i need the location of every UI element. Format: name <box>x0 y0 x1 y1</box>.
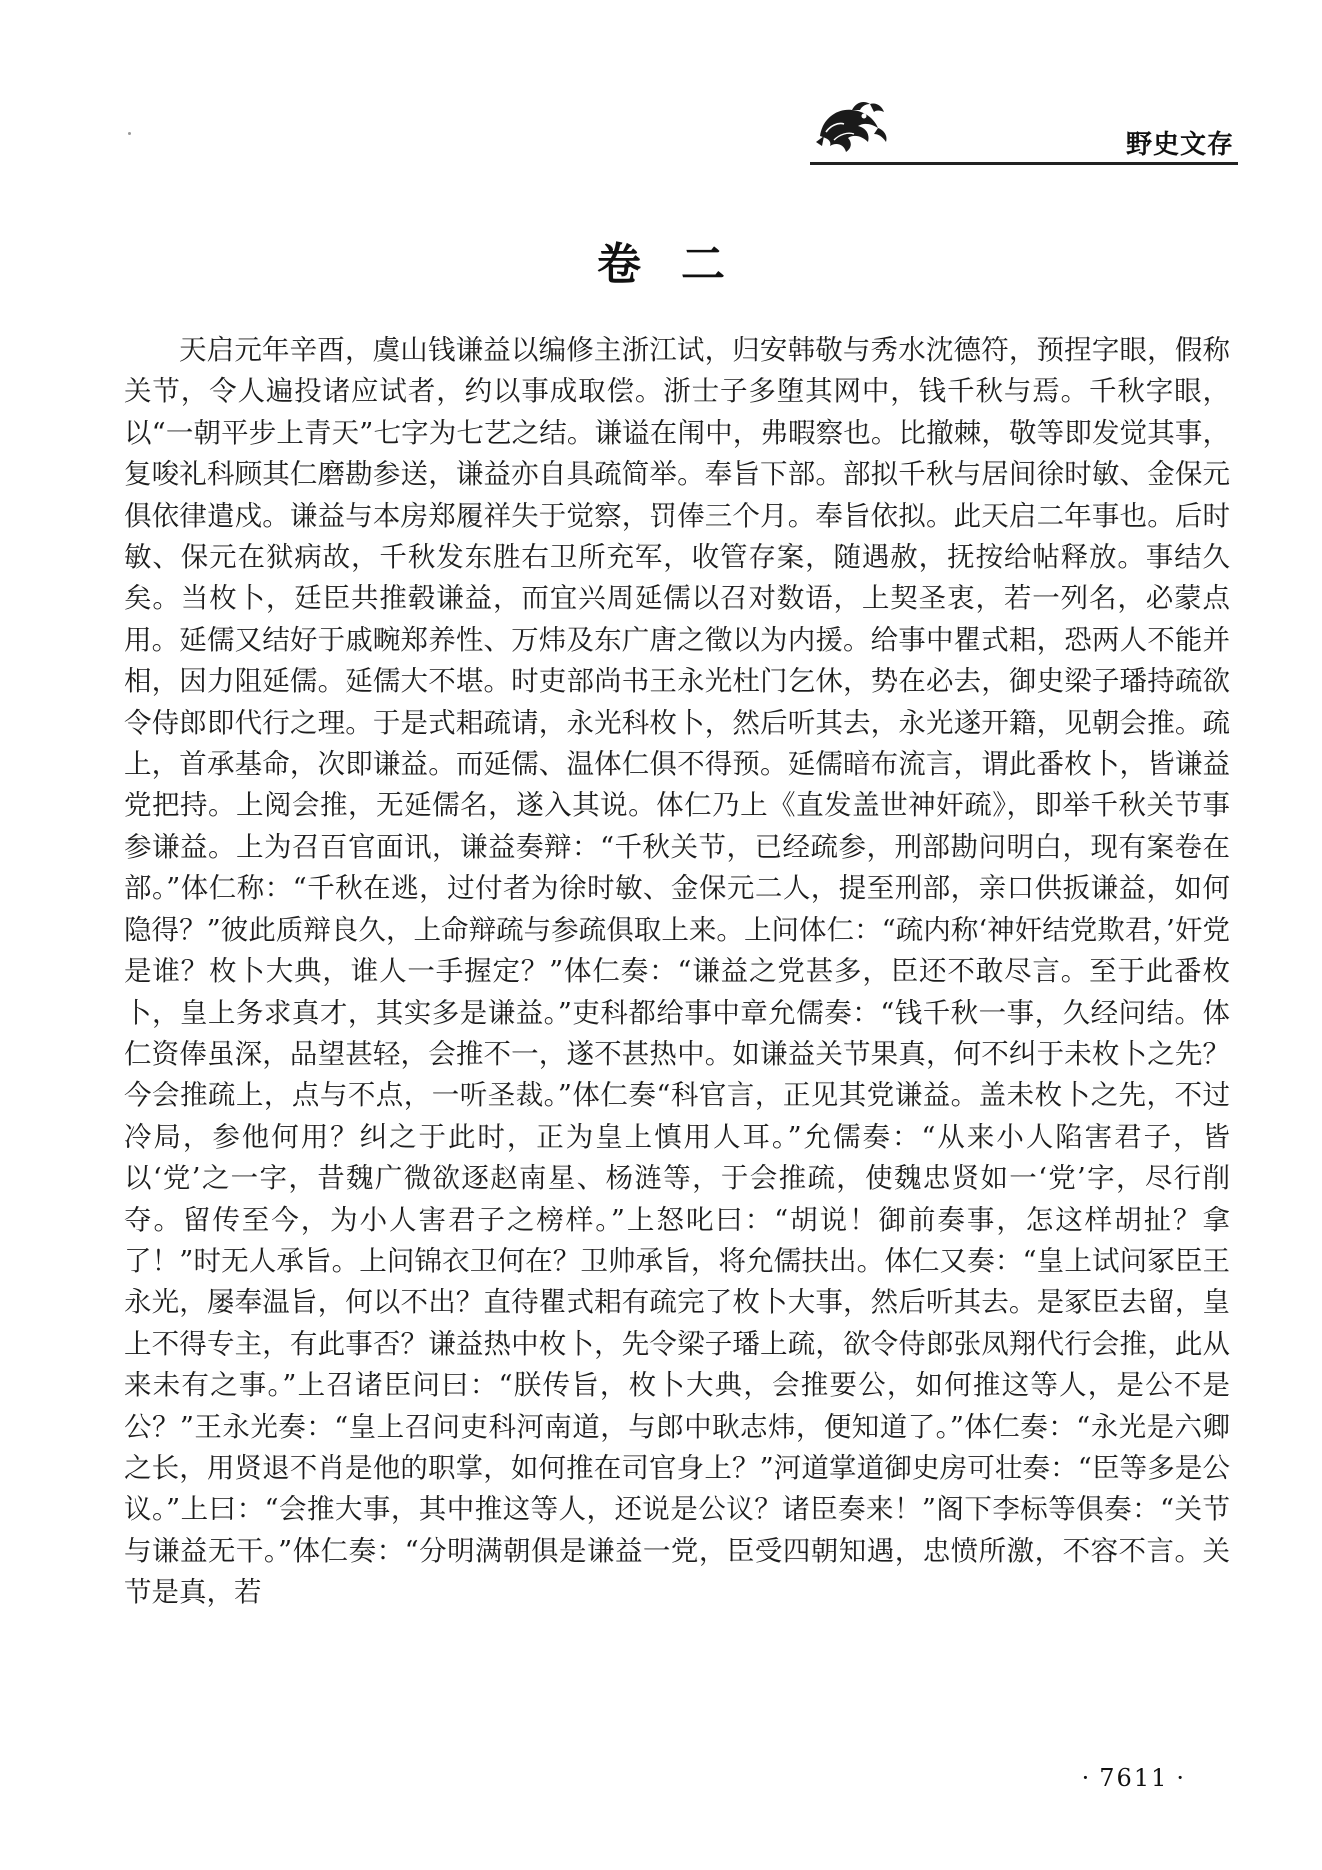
header-rule <box>810 162 1238 165</box>
dragon-emblem-icon <box>812 96 890 158</box>
header-title: 野史文存 <box>1125 130 1234 160</box>
body-paragraph: 天启元年辛酉，虞山钱谦益以编修主浙江试，归安韩敬与秀水沈德符，预捏字眼，假称关节，令人遍投诸应试者，约以事成取偿。浙士子多堕其网中，钱千秋与焉。千秋字眼，以“一朝平步上青天”七字为七艺之结。谦谥在闱中，弗暇察也。比撤棘，敬等即发觉其事，复唆礼科顾其仁磨勘参送，谦益亦自具疏简举。奉旨下部。部拟千秋与居间徐时敏、金保元俱依律遣戍。谦益与本房郑履祥失于觉察，罚俸三个月。奉旨依拟。此天启二年事也。后时敏、保元在狱病故，千秋发东胜右卫所充军，收管存案，随遇赦，抚按给帖释放。事结久矣。当枚卜，廷臣共推毂谦益，而宜兴周延儒以召对数语，上契圣衷，若一列名，必蒙点用。延儒又结好于戚畹郑养性、万炜及东广唐之徵以为内援。给事中瞿式耜，恐两人不能并相，因力阻延儒。延儒大不堪。时吏部尚书王永光杜门乞休，势在必去，御史梁子璠持疏欲令侍郎即代行之理。于是式耜疏请，永光科枚卜，然后听其去，永光遂开籍，见朝会推。疏上，首承基命，次即谦益。而延儒、温体仁俱不得预。延儒暗布流言，谓此番枚卜，皆谦益党把持。上阅会推，无延儒名，遂入其说。体仁乃上《直发盖世神奸疏》，即举千秋关节事参谦益。上为召百官面讯，谦益奏辩：“千秋关节，已经疏参，刑部勘问明白，现有案卷在部。”体仁称：“千秋在逃，过付者为徐时敏、金保元二人，提至刑部，亲口供扳谦益，如何隐得？”彼此质辩良久，上命辩疏与参疏俱取上来。上问体仁：“疏内称‘神奸结党欺君，’奸党是谁？枚卜大典，谁人一手握定？”体仁奏：“谦益之党甚多，臣还不敢尽言。至于此番枚卜，皇上务求真才，其实多是谦益。”吏科都给事中章允儒奏：“钱千秋一事，久经问结。体仁资俸虽深，品望甚轻，会推不一，遂不甚热中。如谦益关节果真，何不纠于未枚卜之先？今会推疏上，点与不点，一听圣裁。”体仁奏“科官言，正见其党谦益。盖未枚卜之先，不过冷局，参他何用？纠之于此时，正为皇上慎用人耳。”允儒奏：“从来小人陷害君子，皆以‘党’之一字，昔魏广微欲逐赵南星、杨涟等，于会推疏，使魏忠贤如一‘党’字，尽行削夺。留传至今，为小人害君子之榜样。”上怒叱曰：“胡说！御前奏事，怎这样胡扯？拿了！”时无人承旨。上问锦衣卫何在？卫帅承旨，将允儒扶出。体仁又奏：“皇上试问冢臣王永光，屡奉温旨，何以不出？直待瞿式耜有疏完了枚卜大事，然后听其去。是冢臣去留，皇上不得专主，有此事否？谦益热中枚卜，先令梁子璠上疏，欲令侍郎张凤翔代行会推，此从来未有之事。”上召诸臣问曰：“朕传旨，枚卜大典，会推要公，如何推这等人，是公不是公？”王永光奏：“皇上召问吏科河南道，与郎中耿志炜，便知道了。”体仁奏：“永光是六卿之长，用贤退不肖是他的职掌，如何推在司官身上？”河道掌道御史房可壮奏：“臣等多是公议。”上曰：“会推大事，其中推这等人，还说是公议？诸臣奏来！”阁下李标等俱奏：“关节与谦益无干。”体仁奏：“分明满朝俱是谦益一党，臣受四朝知遇，忠愤所激，不容不言。关节是真，若 <box>124 334 1230 1609</box>
running-header <box>800 96 1238 166</box>
page-number-value: 7611 <box>1099 1764 1169 1792</box>
page-number-dot-left: · <box>1081 1764 1092 1792</box>
page-number <box>1074 1764 1194 1792</box>
chapter-title: 卷二 <box>597 239 765 290</box>
page-number-dot-right: · <box>1176 1764 1186 1792</box>
scan-speck <box>128 132 131 135</box>
